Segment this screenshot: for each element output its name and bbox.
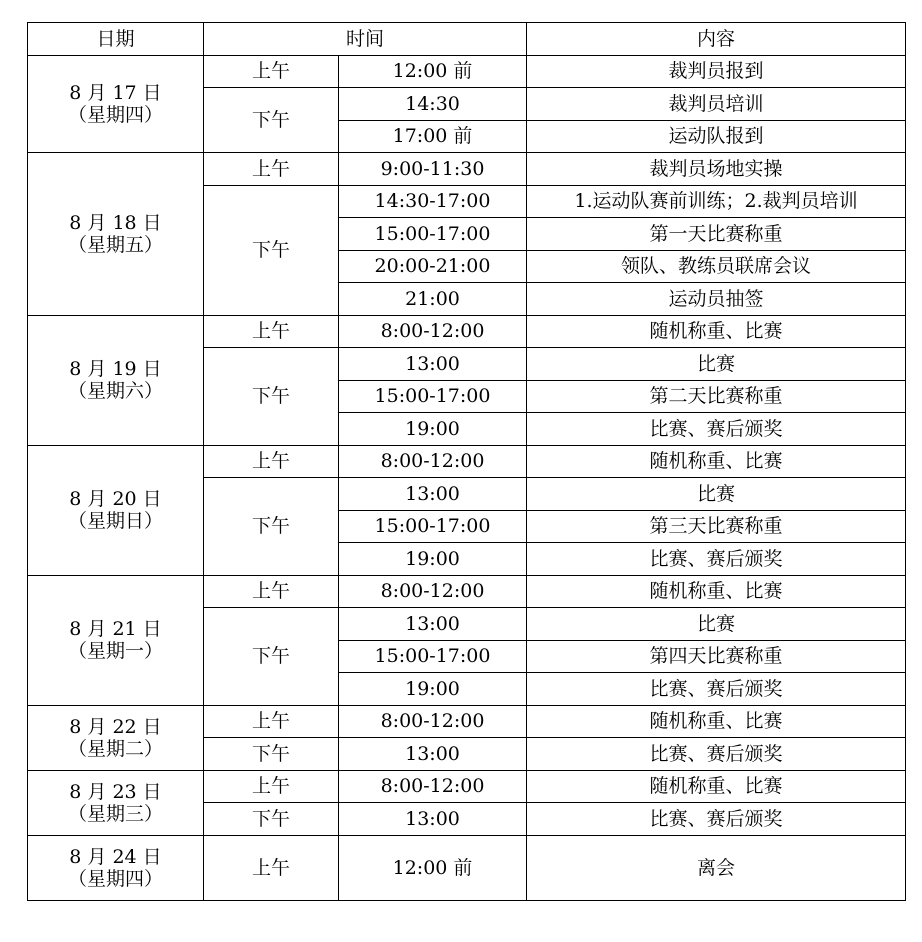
time-cell: 8:00-12:00 xyxy=(339,705,527,738)
schedule-row xyxy=(28,705,906,738)
weekday-text: （星期四） xyxy=(67,867,163,890)
date-text: 8 月 19 日 xyxy=(69,358,162,380)
weekday-text: （星期二） xyxy=(67,737,163,760)
content-cell: 比赛、赛后颁奖 xyxy=(527,413,906,446)
date-text: 8 月 20 日 xyxy=(69,488,162,510)
content-cell: 比赛、赛后颁奖 xyxy=(527,543,906,576)
period-cell: 下午 xyxy=(204,478,339,576)
date-cell xyxy=(28,153,204,316)
time-cell: 15:00-17:00 xyxy=(339,510,527,543)
period-cell: 上午 xyxy=(204,705,339,738)
time-cell: 8:00-12:00 xyxy=(339,575,527,608)
time-cell: 13:00 xyxy=(339,738,527,771)
time-cell: 20:00-21:00 xyxy=(339,250,527,283)
content-cell: 第一天比赛称重 xyxy=(527,218,906,251)
schedule-row xyxy=(28,445,906,478)
date-text: 8 月 17 日 xyxy=(69,81,162,104)
content-cell: 裁判员培训 xyxy=(527,88,906,121)
content-cell: 第三天比赛称重 xyxy=(527,510,906,543)
schedule-row xyxy=(28,575,906,608)
time-cell: 8:00-12:00 xyxy=(339,315,527,348)
schedule-row xyxy=(28,770,906,803)
period-cell: 下午 xyxy=(204,803,339,836)
content-cell: 离会 xyxy=(527,835,906,900)
schedule-row xyxy=(28,153,906,186)
period-cell: 上午 xyxy=(204,770,339,803)
content-cell: 比赛、赛后颁奖 xyxy=(527,673,906,706)
time-cell: 13:00 xyxy=(339,478,527,511)
schedule-table xyxy=(27,22,906,901)
content-cell: 比赛 xyxy=(527,608,906,641)
time-cell: 14:30-17:00 xyxy=(339,185,527,218)
period-cell: 下午 xyxy=(204,608,339,706)
content-cell: 比赛 xyxy=(527,348,906,381)
header-date: 日期 xyxy=(28,23,204,56)
content-cell: 第二天比赛称重 xyxy=(527,380,906,413)
time-cell: 8:00-12:00 xyxy=(339,445,527,478)
header-row xyxy=(28,23,906,56)
time-cell: 17:00 前 xyxy=(339,120,527,153)
time-cell: 19:00 xyxy=(339,673,527,706)
time-cell: 15:00-17:00 xyxy=(339,640,527,673)
content-cell: 比赛、赛后颁奖 xyxy=(527,738,906,771)
period-cell: 上午 xyxy=(204,315,339,348)
time-cell: 13:00 xyxy=(339,348,527,381)
time-cell: 15:00-17:00 xyxy=(339,380,527,413)
date-text: 8 月 24 日 xyxy=(69,845,162,868)
weekday-text: （星期一） xyxy=(67,640,163,662)
header-time: 时间 xyxy=(204,23,527,56)
time-cell: 12:00 前 xyxy=(339,55,527,88)
weekday-text: （星期四） xyxy=(67,103,163,126)
content-cell: 裁判员报到 xyxy=(527,55,906,88)
time-cell: 19:00 xyxy=(339,413,527,446)
period-cell: 下午 xyxy=(204,738,339,771)
schedule-row xyxy=(28,315,906,348)
period-cell: 上午 xyxy=(204,445,339,478)
time-cell: 15:00-17:00 xyxy=(339,218,527,251)
content-cell: 第四天比赛称重 xyxy=(527,640,906,673)
date-text: 8 月 21 日 xyxy=(69,618,162,640)
schedule-row xyxy=(28,55,906,88)
content-cell: 领队、教练员联席会议 xyxy=(527,250,906,283)
time-cell: 8:00-12:00 xyxy=(339,770,527,803)
weekday-text: （星期三） xyxy=(67,802,163,825)
content-cell: 裁判员场地实操 xyxy=(527,153,906,186)
weekday-text: （星期六） xyxy=(67,380,163,402)
date-cell xyxy=(28,55,204,153)
date-cell xyxy=(28,575,204,705)
content-cell: 随机称重、比赛 xyxy=(527,705,906,738)
time-cell: 12:00 前 xyxy=(339,835,527,900)
content-cell: 运动员抽签 xyxy=(527,283,906,316)
date-cell xyxy=(28,445,204,575)
time-cell: 9:00-11:30 xyxy=(339,153,527,186)
weekday-text: （星期日） xyxy=(67,510,163,532)
period-cell: 下午 xyxy=(204,348,339,446)
time-cell: 14:30 xyxy=(339,88,527,121)
date-text: 8 月 22 日 xyxy=(69,715,162,738)
period-cell: 下午 xyxy=(204,185,339,315)
date-cell xyxy=(28,835,204,900)
schedule-body xyxy=(28,55,906,900)
date-text: 8 月 23 日 xyxy=(69,780,162,803)
date-cell xyxy=(28,705,204,770)
weekday-text: （星期五） xyxy=(67,233,163,256)
time-cell: 21:00 xyxy=(339,283,527,316)
content-cell: 随机称重、比赛 xyxy=(527,315,906,348)
date-cell xyxy=(28,315,204,445)
header-content: 内容 xyxy=(527,23,906,56)
period-cell: 上午 xyxy=(204,575,339,608)
date-cell xyxy=(28,770,204,835)
content-cell: 运动队报到 xyxy=(527,120,906,153)
time-cell: 13:00 xyxy=(339,803,527,836)
schedule-row xyxy=(28,835,906,900)
period-cell: 上午 xyxy=(204,153,339,186)
period-cell: 上午 xyxy=(204,55,339,88)
content-cell: 随机称重、比赛 xyxy=(527,445,906,478)
period-cell: 下午 xyxy=(204,88,339,153)
date-text: 8 月 18 日 xyxy=(69,211,162,234)
content-cell: 随机称重、比赛 xyxy=(527,575,906,608)
time-cell: 19:00 xyxy=(339,543,527,576)
content-cell: 比赛 xyxy=(527,478,906,511)
period-cell: 上午 xyxy=(204,835,339,900)
content-cell: 随机称重、比赛 xyxy=(527,770,906,803)
content-cell: 1.运动队赛前训练；2.裁判员培训 xyxy=(527,185,906,218)
content-cell: 比赛、赛后颁奖 xyxy=(527,803,906,836)
time-cell: 13:00 xyxy=(339,608,527,641)
